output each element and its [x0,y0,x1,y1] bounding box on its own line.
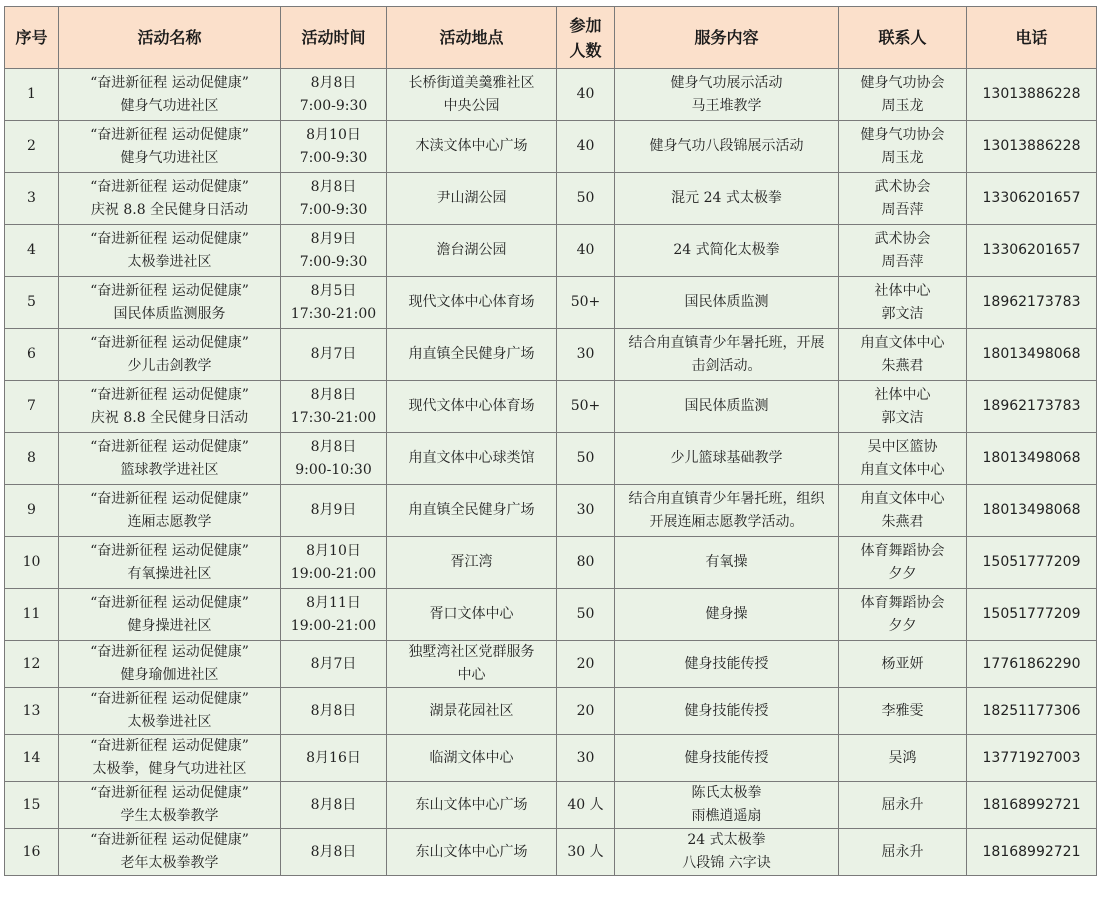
service-content-line: 健身气功展示活动 [670,74,783,91]
activity-place-line: 甪直文体中心球类馆 [408,450,535,466]
activity-name-line: “奋进新征程 运动促健康” [90,594,249,611]
cell-phone: 18962173783 [967,277,1097,329]
cell-activity-place [387,589,557,641]
cell-contact [839,329,967,381]
cell-service-content [615,173,839,225]
contact-line: 夕夕 [888,565,917,582]
cell-activity-time [281,688,387,735]
service-content-line: 少儿篮球基础教学 [670,450,783,466]
activity-place-line: 胥口文体中心 [429,606,514,622]
cell-no: 1 [5,69,59,121]
activity-name-line: 太极拳进社区 [127,714,212,730]
cell-contact [839,121,967,173]
activity-place-line: 现代文体中心体育场 [408,398,535,414]
activity-place-line: 中心 [457,667,486,683]
cell-activity-time [281,735,387,782]
activity-time-line: 8月7日 [310,655,357,672]
activity-time-line: 8月8日 [310,843,357,860]
cell-no: 6 [5,329,59,381]
cell-activity-place [387,329,557,381]
cell-activity-name [59,69,281,121]
cell-service-content [615,225,839,277]
cell-participant-count: 30 [557,485,615,537]
cell-no: 3 [5,173,59,225]
cell-contact [839,589,967,641]
service-content-line: 24 式简化太极拳 [673,242,780,258]
activity-time-line: 7:00-9:30 [299,149,368,166]
cell-participant-count: 50 [557,589,615,641]
table-row [5,173,1097,225]
activity-place-line: 长桥街道美羹雅社区 [408,74,535,91]
cell-service-content [615,381,839,433]
contact-line: 杨亚妍 [881,655,924,672]
cell-participant-count: 50 [557,173,615,225]
cell-activity-place [387,782,557,829]
activity-schedule-table [4,6,1097,876]
service-content-line: 健身技能传授 [684,702,769,719]
cell-no: 16 [5,829,59,876]
cell-activity-place [387,277,557,329]
cell-participant-count: 30 [557,735,615,782]
service-content-line: 24 式太极拳 [687,832,766,848]
cell-contact [839,433,967,485]
table-row [5,329,1097,381]
table-body [5,69,1097,876]
activity-name-line: 太极拳进社区 [127,253,212,270]
activity-name-line: 太极拳，健身气功进社区 [92,761,247,777]
cell-phone: 18168992721 [967,829,1097,876]
cell-contact [839,485,967,537]
activity-time-line: 9:00-10:30 [295,461,372,478]
cell-activity-time [281,782,387,829]
activity-time-line: 8月10日 [306,126,361,143]
cell-service-content [615,121,839,173]
cell-activity-place [387,485,557,537]
service-content-line: 陈氏太极拳 [691,785,762,801]
table-row [5,589,1097,641]
cell-contact [839,277,967,329]
cell-activity-name [59,485,281,537]
table-row [5,485,1097,537]
cell-activity-time [281,225,387,277]
contact-line: 武术协会 [874,230,931,247]
cell-service-content [615,735,839,782]
cell-activity-name [59,329,281,381]
activity-name-line: 有氧操进社区 [127,565,212,582]
cell-contact [839,782,967,829]
activity-name-line: 篮球教学进社区 [120,461,219,478]
activity-time-line: 17:30-21:00 [290,409,377,426]
activity-name-line: 庆祝 8.8 全民健身日活动 [90,201,249,218]
cell-service-content [615,688,839,735]
cell-activity-name [59,225,281,277]
contact-line: 周玉龙 [881,149,924,166]
table-row [5,829,1097,876]
cell-activity-place [387,173,557,225]
cell-no: 5 [5,277,59,329]
activity-place-line: 木渎文体中心广场 [415,138,528,154]
header-no: 序号 [5,7,59,69]
cell-phone: 15051777209 [967,589,1097,641]
cell-participant-count: 30 [557,329,615,381]
cell-no: 10 [5,537,59,589]
activity-time-line: 8月9日 [310,502,357,518]
cell-no: 11 [5,589,59,641]
activity-name-line: “奋进新征程 运动促健康” [90,334,249,351]
service-content-line: 国民体质监测 [684,398,769,414]
table-row [5,277,1097,329]
activity-place-line: 胥江湾 [450,554,493,570]
activity-place-line: 澹台湖公园 [436,242,507,258]
contact-line: 郭文洁 [881,305,924,322]
contact-line: 社体中心 [874,386,931,403]
activity-name-line: 国民体质监测服务 [113,305,226,322]
cell-activity-time [281,69,387,121]
table-row [5,537,1097,589]
contact-line: 甪直文体中心 [860,461,945,478]
service-content-line: 雨樵逍遥扇 [691,808,762,824]
contact-line: 周吾萍 [881,201,924,218]
activity-name-line: 庆祝 8.8 全民健身日活动 [90,409,249,426]
activity-place-line: 独墅湾社区党群服务 [408,644,535,660]
activity-place-line: 尹山湖公园 [436,190,507,206]
cell-contact [839,829,967,876]
cell-phone: 18013498068 [967,433,1097,485]
activity-time-line: 8月8日 [310,796,357,813]
contact-line: 吴中区篮协 [867,438,938,455]
activity-place-line: 中央公园 [443,97,500,114]
cell-service-content [615,829,839,876]
activity-time-line: 8月7日 [310,346,357,362]
cell-activity-name [59,589,281,641]
activity-name-line: “奋进新征程 运动促健康” [90,644,249,660]
cell-participant-count: 40 [557,225,615,277]
cell-participant-count: 50+ [557,381,615,433]
cell-activity-place [387,688,557,735]
table-row [5,641,1097,688]
cell-activity-name [59,735,281,782]
cell-phone: 17761862290 [967,641,1097,688]
cell-no: 8 [5,433,59,485]
cell-no: 12 [5,641,59,688]
header-content: 服务内容 [615,7,839,69]
contact-line: 健身气功协会 [860,74,945,91]
contact-line: 健身气功协会 [860,126,945,143]
cell-activity-time [281,829,387,876]
activity-time-line: 7:00-9:30 [299,253,368,270]
activity-place-line: 东山文体中心广场 [415,796,528,813]
cell-activity-place [387,121,557,173]
cell-activity-name [59,277,281,329]
cell-phone: 18962173783 [967,381,1097,433]
table-row [5,69,1097,121]
contact-line: 甪直文体中心 [860,490,945,507]
header-contact: 联系人 [839,7,967,69]
service-content-line: 健身气功八段锦展示活动 [649,138,804,154]
cell-activity-place [387,641,557,688]
contact-line: 夕夕 [888,617,917,634]
cell-phone: 18168992721 [967,782,1097,829]
activity-name-line: 连厢志愿教学 [127,513,212,530]
activity-name-line: 健身操进社区 [127,617,212,634]
cell-contact [839,69,967,121]
activity-name-line: “奋进新征程 运动促健康” [90,691,249,707]
table-row [5,381,1097,433]
cell-activity-time [281,433,387,485]
activity-name-line: 老年太极拳教学 [120,855,219,871]
cell-activity-time [281,641,387,688]
cell-contact [839,735,967,782]
cell-phone: 13306201657 [967,225,1097,277]
activity-name-line: “奋进新征程 运动促健康” [90,230,249,247]
cell-phone: 13013886228 [967,121,1097,173]
cell-service-content [615,641,839,688]
cell-contact [839,381,967,433]
cell-phone: 18251177306 [967,688,1097,735]
contact-line: 周玉龙 [881,97,924,114]
cell-activity-place [387,829,557,876]
activity-place-line: 湖景花园社区 [429,702,514,719]
activity-place-line: 甪直镇全民健身广场 [408,502,535,518]
cell-service-content [615,782,839,829]
cell-activity-place [387,537,557,589]
contact-line: 吴鸿 [888,749,917,766]
cell-phone: 13013886228 [967,69,1097,121]
activity-time-line: 7:00-9:30 [299,97,368,114]
table-row [5,782,1097,829]
cell-service-content [615,537,839,589]
activity-time-line: 8月9日 [310,230,357,247]
cell-activity-name [59,641,281,688]
cell-service-content [615,69,839,121]
table-row [5,433,1097,485]
cell-service-content: 结合甪直镇青少年暑托班，组织开展连厢志愿教学活动。 [615,485,839,537]
cell-no: 4 [5,225,59,277]
cell-participant-count: 20 [557,688,615,735]
activity-name-line: “奋进新征程 运动促健康” [90,386,249,403]
contact-line: 屈永升 [881,843,924,860]
cell-activity-time [281,121,387,173]
contact-line: 武术协会 [874,178,931,195]
cell-no: 14 [5,735,59,782]
cell-activity-time [281,173,387,225]
header-time: 活动时间 [281,7,387,69]
service-content-line: 有氧操 [705,554,748,570]
activity-time-line: 8月16日 [306,749,361,766]
cell-activity-time [281,485,387,537]
contact-line: 朱燕君 [881,357,924,374]
activity-time-line: 8月8日 [310,386,357,403]
service-content-line: 健身技能传授 [684,749,769,766]
service-content-line: 八段锦 六字诀 [682,855,771,871]
cell-phone: 18013498068 [967,329,1097,381]
service-content-line: 健身操 [705,606,748,622]
cell-contact [839,688,967,735]
activity-name-line: “奋进新征程 运动促健康” [90,832,249,848]
cell-participant-count: 50 [557,433,615,485]
header-place: 活动地点 [387,7,557,69]
cell-activity-time [281,381,387,433]
cell-activity-place [387,225,557,277]
activity-time-line: 8月8日 [310,702,357,719]
activity-name-line: 健身气功进社区 [120,97,219,114]
contact-line: 郭文洁 [881,409,924,426]
cell-activity-name [59,688,281,735]
service-content-line: 混元 24 式太极拳 [671,190,782,206]
contact-line: 屈永升 [881,796,924,813]
cell-service-content [615,589,839,641]
activity-time-line: 19:00-21:00 [290,617,377,634]
contact-line: 社体中心 [874,282,931,299]
cell-activity-name [59,829,281,876]
header-count-text: 参加人数 [569,15,602,60]
cell-participant-count: 30 人 [557,829,615,876]
activity-name-line: “奋进新征程 运动促健康” [90,490,249,507]
cell-participant-count: 50+ [557,277,615,329]
cell-activity-place [387,381,557,433]
service-content-line: 健身技能传授 [684,655,769,672]
cell-no: 2 [5,121,59,173]
cell-phone: 15051777209 [967,537,1097,589]
cell-no: 15 [5,782,59,829]
activity-place-line: 甪直镇全民健身广场 [408,346,535,362]
cell-contact [839,641,967,688]
activity-name-line: 健身瑜伽进社区 [120,667,219,683]
contact-line: 体育舞蹈协会 [860,542,945,559]
activity-time-line: 8月5日 [310,282,357,299]
table-row [5,121,1097,173]
cell-activity-time [281,277,387,329]
table-row [5,688,1097,735]
contact-line: 李雅雯 [881,702,924,719]
cell-activity-name [59,173,281,225]
cell-activity-name [59,121,281,173]
cell-service-content [615,433,839,485]
activity-name-line: “奋进新征程 运动促健康” [90,178,249,195]
activity-place-line: 东山文体中心广场 [415,843,528,860]
contact-line: 朱燕君 [881,513,924,530]
activity-name-line: “奋进新征程 运动促健康” [90,74,249,91]
cell-no: 9 [5,485,59,537]
cell-activity-name [59,782,281,829]
cell-phone: 13306201657 [967,173,1097,225]
activity-place-line: 临湖文体中心 [429,749,514,766]
cell-service-content: 结合甪直镇青少年暑托班，开展击剑活动。 [615,329,839,381]
header-name: 活动名称 [59,7,281,69]
cell-activity-place [387,433,557,485]
activity-time-line: 8月8日 [310,438,357,455]
activity-name-line: 少儿击剑教学 [127,357,212,374]
cell-activity-name [59,381,281,433]
contact-line: 周吾萍 [881,253,924,270]
cell-activity-place [387,69,557,121]
cell-participant-count: 40 人 [557,782,615,829]
activity-name-line: “奋进新征程 运动促健康” [90,785,249,801]
header-row [5,7,1097,69]
activity-time-line: 8月8日 [310,74,357,91]
activity-name-line: 学生太极拳教学 [120,808,219,824]
cell-activity-time [281,537,387,589]
cell-activity-time [281,589,387,641]
activity-time-line: 8月8日 [310,178,357,195]
activity-name-line: 健身气功进社区 [120,149,219,166]
cell-no: 7 [5,381,59,433]
header-count [557,7,615,69]
cell-service-content [615,277,839,329]
header-phone: 电话 [967,7,1097,69]
cell-participant-count: 80 [557,537,615,589]
cell-activity-name [59,433,281,485]
cell-no: 13 [5,688,59,735]
contact-line: 体育舞蹈协会 [860,594,945,611]
activity-name-line: “奋进新征程 运动促健康” [90,438,249,455]
cell-activity-time [281,329,387,381]
contact-line: 甪直文体中心 [860,334,945,351]
cell-activity-place [387,735,557,782]
activity-name-line: “奋进新征程 运动促健康” [90,126,249,143]
cell-phone: 13771927003 [967,735,1097,782]
activity-time-line: 8月10日 [306,542,361,559]
activity-time-line: 17:30-21:00 [290,305,377,322]
service-content-line: 国民体质监测 [684,294,769,310]
table-row [5,735,1097,782]
cell-contact [839,537,967,589]
cell-participant-count: 40 [557,121,615,173]
activity-name-line: “奋进新征程 运动促健康” [90,738,249,754]
activity-time-line: 7:00-9:30 [299,201,368,218]
table-row [5,225,1097,277]
cell-phone: 18013498068 [967,485,1097,537]
cell-activity-name [59,537,281,589]
activity-name-line: “奋进新征程 运动促健康” [90,282,249,299]
activity-time-line: 19:00-21:00 [290,565,377,582]
service-content-line: 马王堆教学 [691,97,762,114]
activity-time-line: 8月11日 [306,594,361,611]
activity-name-line: “奋进新征程 运动促健康” [90,542,249,559]
activity-place-line: 现代文体中心体育场 [408,294,535,310]
cell-participant-count: 20 [557,641,615,688]
cell-participant-count: 40 [557,69,615,121]
cell-contact [839,225,967,277]
cell-contact [839,173,967,225]
